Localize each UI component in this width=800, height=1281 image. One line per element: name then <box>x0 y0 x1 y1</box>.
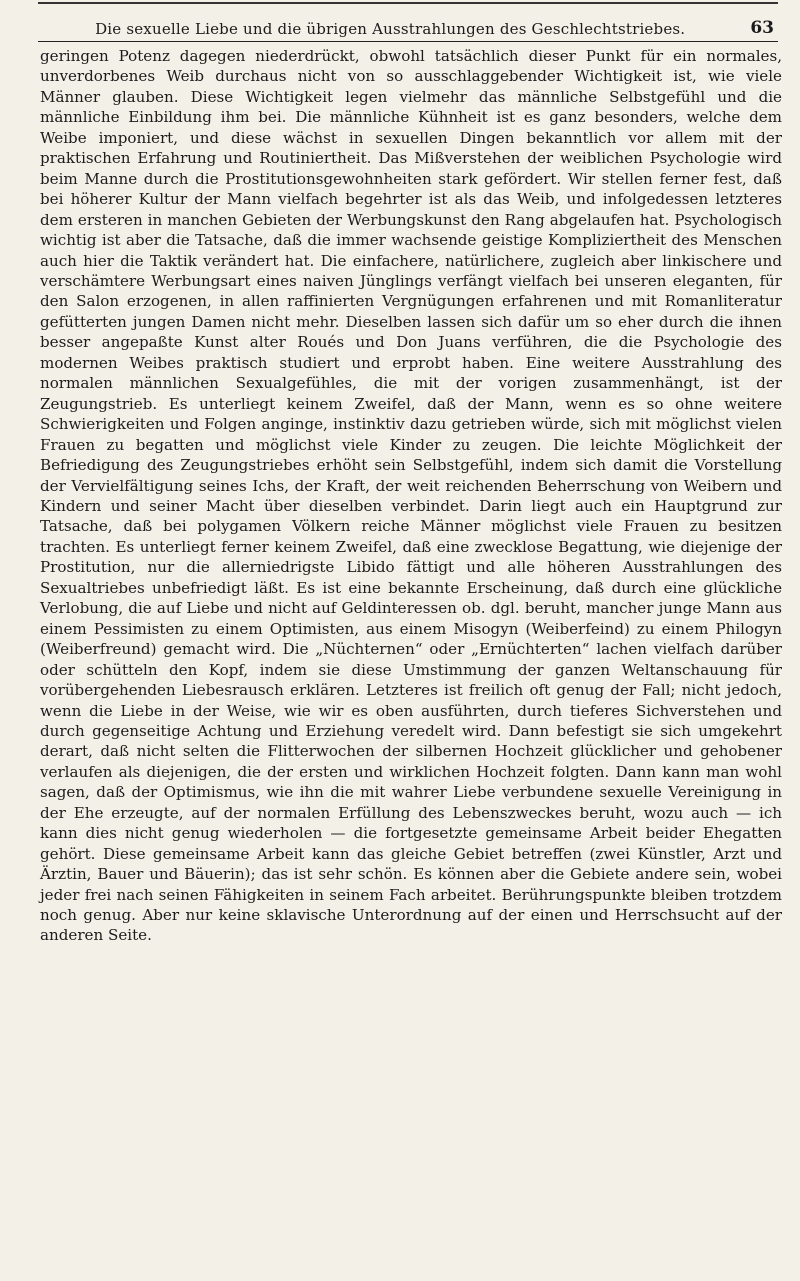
top-border-rule <box>38 2 778 4</box>
paragraph: geringen Potenz dagegen niederdrückt, obwohl tatsächlich dieser Punkt für ein normales, unverdorbenes Weib durchaus nicht von so ausschlaggebender Wichtigkeit ist, wie viele Männer glauben. Diese Wichtigkeit legen vielmehr das männliche Selbstgefühl und die männliche Einbildung ihm bei. Die männliche Kühnheit ist es ganz besonders, welche dem Weibe imponiert, und diese wächst in sexuellen Dingen bekanntlich vor allem mit der praktischen Erfahrung und Routiniertheit. Das Mißverstehen der weiblichen Psychologie wird beim Manne durch die Prostitutionsgewohnheiten stark gefördert. Wir stellen ferner fest, daß bei höherer Kultur der Mann vielfach begehrter ist als das Weib, und infolgedessen letzteres dem ersteren in manchen Gebieten der Werbungskunst den Rang abgelaufen hat. Psychologisch wichtig ist aber die Tatsache, daß die immer wachsende geistige Kompliziertheit des Menschen auch hier die Taktik verändert hat. Die einfachere, natürlichere, zugleich aber linkischere und verschämtere Werbungsart eines naiven Jünglings verfängt vielfach bei unseren eleganten, für den Salon erzogenen, in allen raffinierten Vergnügungen erfahrenen und mit Romanliteratur gefütterten jungen Damen nicht mehr. Dieselben lassen sich dafür um so eher durch die ihnen besser angepaßte Kunst alter Roués und Don Juans verführen, die die Psychologie des modernen Weibes praktisch studiert und erprobt haben. Eine weitere Ausstrahlung des normalen männlichen Sexualgefühles, die mit der vorigen zusammenhängt, ist der Zeugungstrieb. Es unterliegt keinem Zweifel, daß der Mann, wenn es so ohne weitere Schwierigkeiten und Folgen anginge, instinktiv dazu getrieben würde, sich mit möglichst vielen Frauen zu begatten und möglichst viele Kinder zu zeugen. Die leichte Möglichkeit der Befriedigung des Zeugungstriebes erhöht sein Selbstgefühl, indem sich damit die Vorstellung der Vervielfältigung seines Ichs, der Kraft, der weit reichenden Beherrschung von Weibern und Kindern und seiner Macht über dieselben verbindet. Darin liegt auch ein Hauptgrund zur Tatsache, daß bei polygamen Völkern reiche Männer möglichst viele Frauen zu besitzen trachten. Es unterliegt ferner keinem Zweifel, daß eine zwecklose Begattung, wie diejenige der Prostitution, nur die allerniedrigste Libido fättigt und alle höheren Ausstrahlungen des Sexualtriebes unbefriedigt läßt. Es ist eine bekannte Erscheinung, daß durch eine glückliche Verlobung, die auf Liebe und nicht auf Geldinteressen ob. dgl. beruht, mancher junge Mann aus einem Pessimisten zu einem Optimisten, aus einem Misogyn (Weiberfeind) zu einem Philogyn (Weiberfreund) gemacht wird. Die „Nüchternen“ oder „Ernüchterten“ lachen vielfach darüber oder schütteln den Kopf, indem sie diese Umstimmung der ganzen Weltanschauung für vorübergehenden Liebesrausch erklären. Letzteres ist freilich oft genug der Fall; nicht jedoch, wenn die Liebe in der Weise, wie wir es oben ausführten, durch tieferes Sichverstehen und durch gegenseitige Achtung und Erziehung veredelt wird. Dann befestigt sie sich umgekehrt derart, daß nicht selten die Flitterwochen der silbernen Hochzeit glücklicher und gehobener verlaufen als diejenigen, die der ersten und wirklichen Hochzeit folgten. Dann kann man wohl sagen, daß der Optimismus, wie ihn die mit wahrer Liebe verbundene sexuelle Vereinigung in der Ehe erzeugte, auf der normalen Erfüllung des Lebenszweckes beruht, wozu auch — ich kann dies nicht genug wiederholen — die fortgesetzte gemeinsame Arbeit beider Ehegatten gehört. Diese gemeinsame Arbeit kann das gleiche Gebiet betreffen (zwei Künstler, Arzt und Ärztin, Bauer und Bäuerin); das ist sehr schön. Es können aber die Gebiete andere sein, wobei jeder frei nach seinen Fähigkeiten in seinem Fach arbeitet. Berührungspunkte bleiben trotzdem noch genug. Aber nur keine sklavische Unterordnung auf der einen und Herrschsucht auf der anderen Seite. <box>40 47 782 945</box>
page-number: 63 <box>750 18 774 38</box>
body-text <box>40 46 782 1277</box>
page-header <box>38 6 778 42</box>
running-head: Die sexuelle Liebe und die übrigen Ausstrahlungen des Geschlechtstriebes. <box>95 20 686 38</box>
